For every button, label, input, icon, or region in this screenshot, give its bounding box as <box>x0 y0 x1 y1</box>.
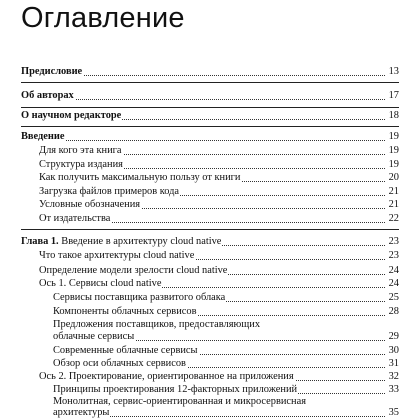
toc-entry-label: Об авторах <box>21 90 74 101</box>
toc-entry-label-line1: Монолитная, сервис-ориентированная и микросервисная <box>53 396 306 407</box>
toc-entry-introduction[interactable] <box>21 131 399 143</box>
toc-entry-structure[interactable] <box>39 159 399 171</box>
toc-entry-page: 29 <box>388 331 399 342</box>
toc-entry-axis-1[interactable] <box>39 278 399 290</box>
toc-entry-12-factor[interactable] <box>53 384 399 396</box>
toc-entry-about-editor[interactable] <box>21 110 399 122</box>
toc-entry-what-is-cloud-native[interactable] <box>39 250 399 262</box>
toc-entry-page: 23 <box>388 236 399 247</box>
toc-entry-page: 21 <box>388 186 399 197</box>
toc-entry-page: 20 <box>388 172 399 183</box>
toc-entry-label: Современные облачные сервисы <box>53 345 198 356</box>
toc-entry-label: Компоненты облачных сервисов <box>53 306 197 317</box>
toc-entry-label: Условные обозначения <box>39 199 141 210</box>
toc-entry-page: 28 <box>388 306 399 317</box>
toc-entry-label: От издательства <box>39 213 111 224</box>
section-divider <box>21 82 399 83</box>
toc-entry-page: 32 <box>388 371 399 382</box>
chapter-number: Глава 1. <box>21 236 59 247</box>
toc-entry-page: 19 <box>388 145 399 156</box>
chapter-title: Введение в архитектуру cloud native <box>58 236 222 247</box>
toc-entry-preface[interactable] <box>21 66 399 78</box>
section-divider <box>21 107 399 108</box>
toc-entry-page: 24 <box>388 265 399 276</box>
toc-entry-audience[interactable] <box>39 145 399 157</box>
toc-entry-axis-2[interactable] <box>39 371 399 383</box>
toc-entry-service-components[interactable] <box>53 306 399 318</box>
page-title: Оглавление <box>21 2 185 34</box>
toc-entry-page: 21 <box>388 199 399 210</box>
toc-entry-label: Загрузка файлов примеров кода <box>39 186 180 197</box>
toc-entry-label <box>21 236 222 248</box>
toc-entry-label: Определение модели зрелости cloud native <box>39 265 228 276</box>
toc-entry-label: О научном редакторе <box>21 110 122 121</box>
toc-entry-page: 31 <box>388 358 399 369</box>
toc-entry-chapter-1[interactable] <box>21 236 399 248</box>
toc-entry-label: Для кого эта книга <box>39 145 122 156</box>
toc-entry-label: Принципы проектирования 12-факторных приложений <box>53 384 298 395</box>
toc-entry-label: облачные сервисы <box>53 331 135 342</box>
section-divider <box>21 229 399 230</box>
toc-entry-page: 35 <box>388 407 399 418</box>
toc-entry-from-publisher[interactable] <box>39 213 399 225</box>
toc-entry-maturity-model[interactable] <box>39 265 399 277</box>
toc-entry-provider-services[interactable] <box>53 292 399 304</box>
toc-entry-label: архитектуры <box>53 407 110 418</box>
toc-entry-page: 24 <box>388 278 399 289</box>
toc-entry-label: Предисловие <box>21 66 83 77</box>
toc-entry-label: Что такое архитектуры cloud native <box>39 250 195 261</box>
toc-entry-page: 19 <box>388 131 399 142</box>
toc-entry-get-most[interactable] <box>39 172 399 184</box>
toc-entry-page: 25 <box>388 292 399 303</box>
toc-entry-provider-offers[interactable] <box>53 319 399 343</box>
toc-entry-axis-overview[interactable] <box>53 358 399 370</box>
toc-entry-about-authors[interactable] <box>21 90 399 102</box>
toc-entry-download-code[interactable] <box>39 186 399 198</box>
toc-entry-page: 13 <box>388 66 399 77</box>
toc-entry-page: 18 <box>388 110 399 121</box>
toc-entry-label-line1: Предложения поставщиков, предоставляющих <box>53 319 261 330</box>
toc-entry-label: Структура издания <box>39 159 123 170</box>
toc-entry-page: 22 <box>388 213 399 224</box>
toc-entry-label: Ось 1. Сервисы cloud native <box>39 278 162 289</box>
toc-entry-label: Обзор оси облачных сервисов <box>53 358 186 369</box>
toc-entry-conventions[interactable] <box>39 199 399 211</box>
toc-entry-architectures[interactable] <box>53 396 399 419</box>
toc-entry-page: 33 <box>388 384 399 395</box>
toc-entry-label: Ось 2. Проектирование, ориентированное на приложения <box>39 371 294 382</box>
toc-entry-page: 19 <box>388 159 399 170</box>
toc-entry-label: Введение <box>21 131 65 142</box>
toc-entry-page: 17 <box>388 90 399 101</box>
toc-entry-modern-services[interactable] <box>53 345 399 357</box>
toc-entry-page: 23 <box>388 250 399 261</box>
toc-entry-label: Сервисы поставщика развитого облака <box>53 292 226 303</box>
toc-entry-label: Как получить максимальную пользу от книги <box>39 172 241 183</box>
toc-entry-page: 30 <box>388 345 399 356</box>
section-divider <box>21 126 399 127</box>
